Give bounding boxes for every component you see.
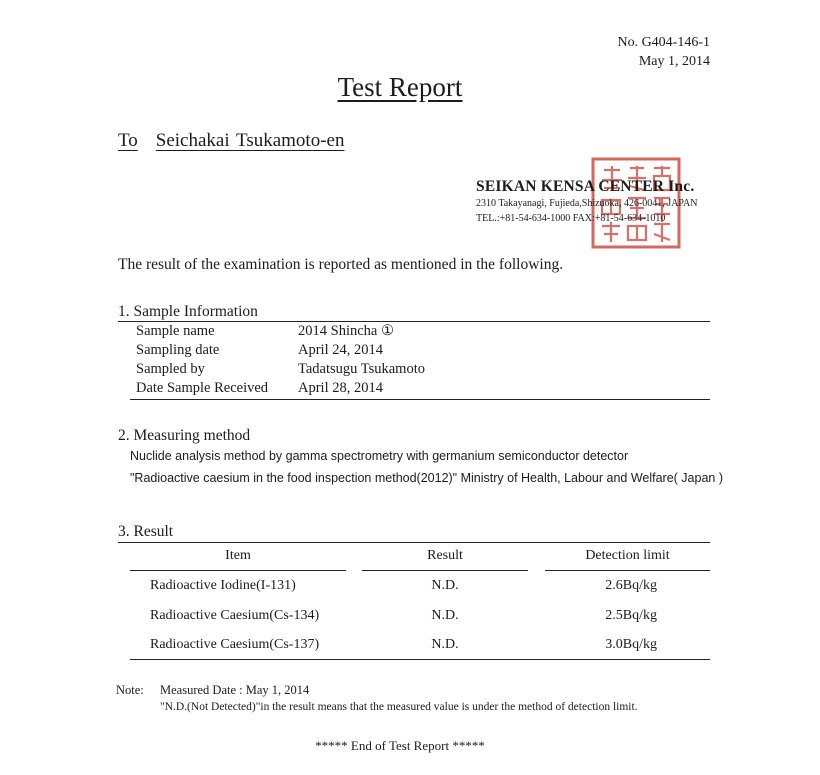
measuring-method-heading: 2. Measuring method [118, 427, 251, 444]
sample-name-label: Sample name [136, 323, 215, 339]
result-header-rule [362, 570, 528, 571]
result-row-3-result: N.D. [431, 637, 459, 652]
sampling-date-label: Sampling date [136, 342, 220, 358]
note-measured-date: Measured Date : May 1, 2014 [160, 683, 310, 697]
recipient-name: Seichakai Tsukamoto-en [155, 130, 345, 151]
note-label: Note: [116, 683, 144, 697]
sample-info-heading: 1. Sample Information [118, 303, 258, 320]
result-row-1-limit: 2.6Bq/kg [605, 578, 657, 593]
recipient-line [118, 130, 344, 152]
report-date: May 1, 2014 [638, 54, 710, 69]
column-header-result: Result [427, 548, 463, 563]
sampling-date-value: April 24, 2014 [298, 342, 383, 358]
sampled-by-label: Sampled by [136, 361, 205, 377]
result-row-2-limit: 2.5Bq/kg [605, 608, 657, 623]
column-header-detection-limit: Detection limit [585, 548, 670, 563]
result-top-rule [118, 542, 710, 543]
result-row-3-item: Radioactive Caesium(Cs-137) [150, 637, 320, 652]
result-row-3-limit: 3.0Bq/kg [605, 637, 657, 652]
issuer-name: SEIKAN KENSA CENTER Inc. [476, 178, 695, 195]
note-nd-explanation: "N.D.(Not Detected)"in the result means that the measured value is under the method of detection limit. [160, 701, 638, 713]
column-header-item: Item [225, 548, 251, 563]
recipient-prefix: To [118, 130, 138, 151]
intro-text: The result of the examination is reported as mentioned in the following. [118, 256, 564, 273]
sample-name-value: 2014 Shincha ① [298, 323, 394, 339]
measuring-method-line1: Nuclide analysis method by gamma spectrometry with germanium semiconductor detector [130, 449, 629, 463]
measuring-method-line2: "Radioactive caesium in the food inspection method(2012)" Ministry of Health, Labour and Welfare( Japan ) [130, 471, 723, 485]
result-row-2-result: N.D. [431, 608, 459, 623]
result-row-1-item: Radioactive Iodine(I-131) [150, 578, 296, 593]
date-received-label: Date Sample Received [136, 380, 269, 396]
date-received-value: April 28, 2014 [298, 380, 383, 396]
report-number: No. G404-146-1 [617, 35, 710, 50]
sampled-by-value: Tadatsugu Tsukamoto [298, 361, 425, 377]
sample-info-bottom-rule [130, 399, 710, 400]
issuer-contact: TEL.:+81-54-634-1000 FAX:+81-54-634-1010 [476, 213, 666, 224]
result-bottom-rule [130, 659, 710, 660]
issuer-address: 2310 Takayanagi, Fujieda,Shizuoka, 426-0041, JAPAN [476, 198, 698, 209]
result-heading: 3. Result [118, 523, 174, 540]
result-row-1-result: N.D. [431, 578, 459, 593]
limit-header-rule [545, 570, 710, 571]
item-header-rule [130, 570, 346, 571]
result-row-2-item: Radioactive Caesium(Cs-134) [150, 608, 320, 623]
sample-info-top-rule [118, 321, 710, 322]
page-title: Test Report [337, 72, 463, 102]
end-of-report: ***** End of Test Report ***** [315, 738, 485, 753]
